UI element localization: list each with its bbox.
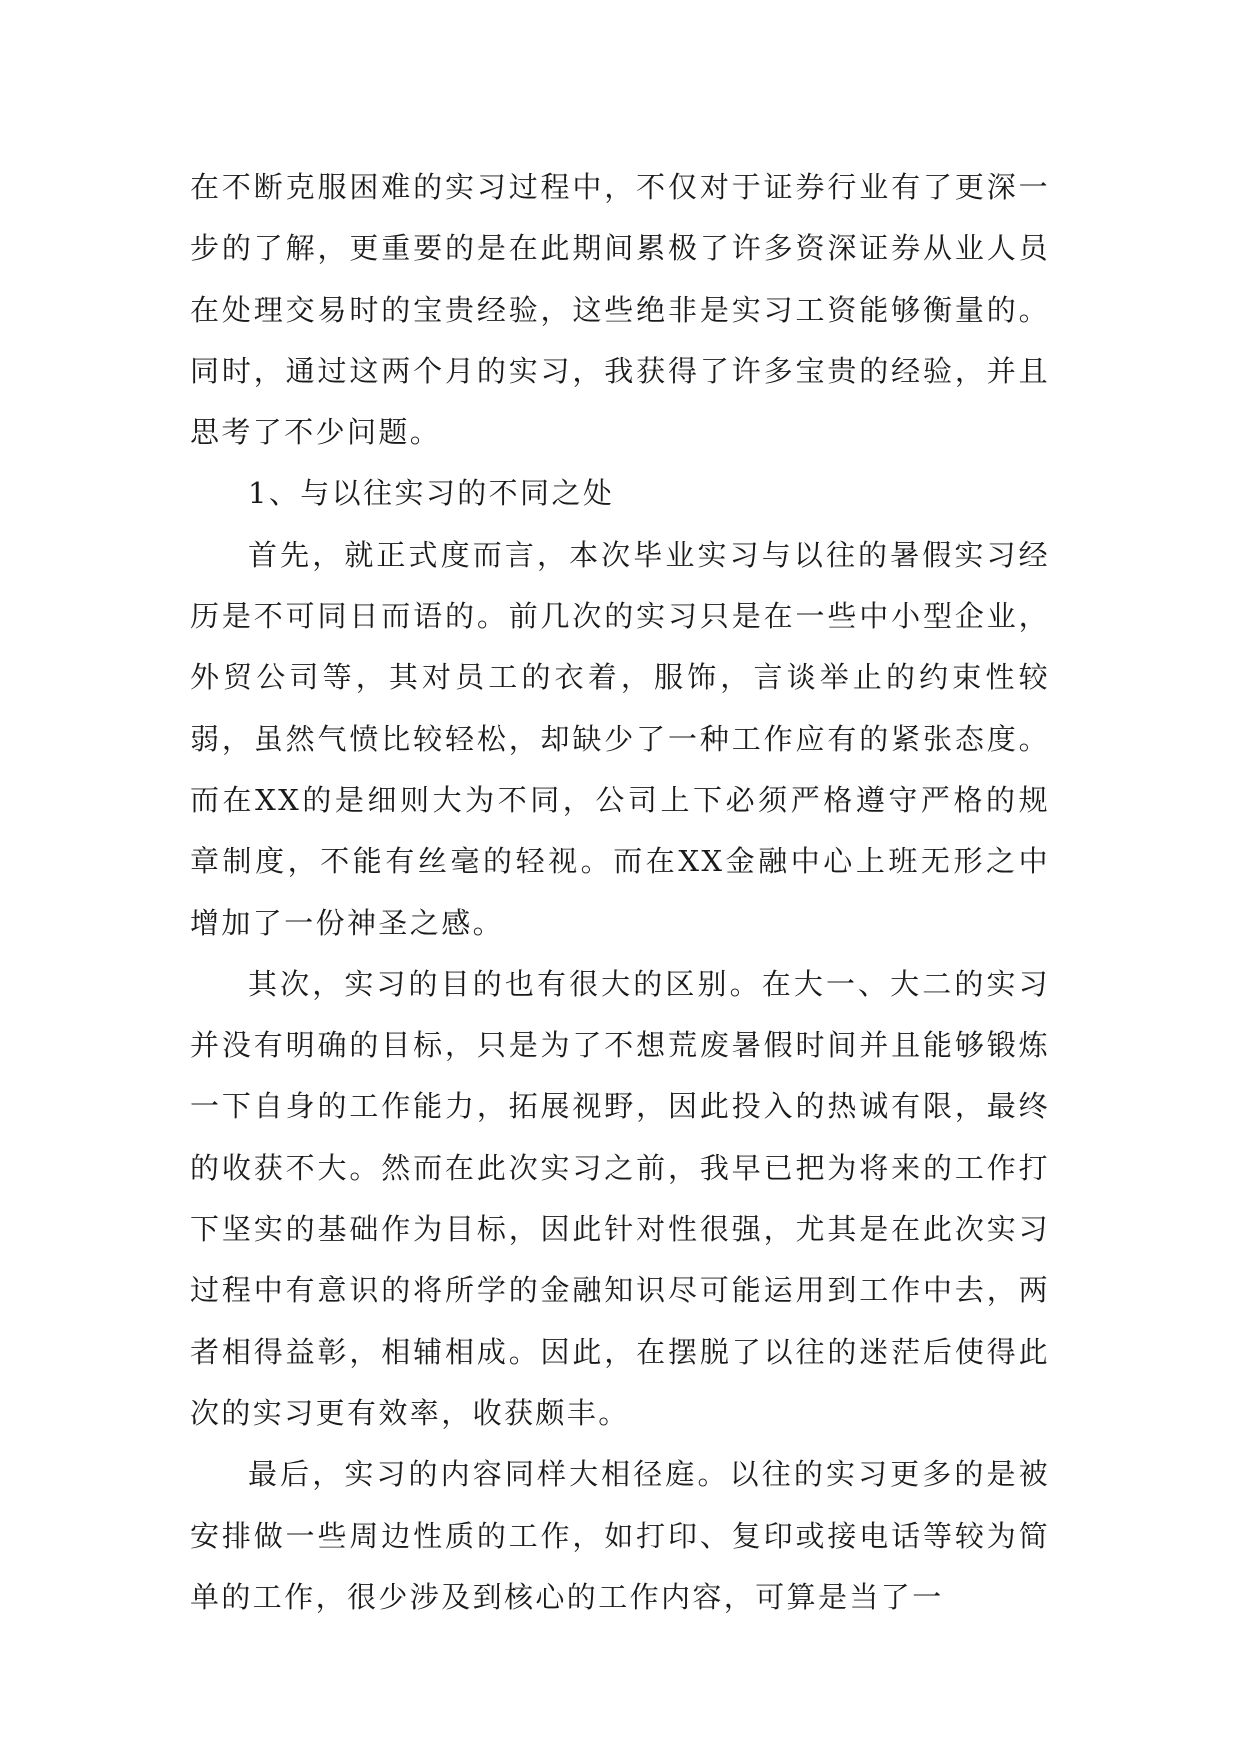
paragraph-continuation: 在不断克服困难的实习过程中，不仅对于证券行业有了更深一步的了解，更重要的是在此期间累极了许多资深证券从业人员在处理交易时的宝贵经验，这些绝非是实习工资能够衡量的。同时，通过这两个月的实习，我获得了许多宝贵的经验，并且思考了不少问题。 <box>190 170 1050 450</box>
section-heading: 1、与以往实习的不同之处 <box>248 476 615 511</box>
paragraph-second-point: 其次，实习的目的也有很大的区别。在大一、大二的实习并没有明确的目标，只是为了不想荒废暑假时间并且能够锻炼一下自身的工作能力，拓展视野，因此投入的热诚有限，最终的收获不大。然而在此次实习之前，我早已把为将来的工作打下坚实的基础作为目标，因此针对性很强，尤其是在此次实习过程中有意识的将所学的金融知识尽可能运用到工作中去，两者相得益彰，相辅相成。因此，在摆脱了以往的迷茫后使得此次的实习更有效率，收获颇丰。 <box>190 966 1050 1430</box>
document-body <box>190 157 1050 1628</box>
paragraph-third-point: 最后，实习的内容同样大相径庭。以往的实习更多的是被安排做一些周边性质的工作，如打印、复印或接电话等较为简单的工作，很少涉及到核心的工作内容，可算是当了一 <box>190 1457 1050 1614</box>
paragraph-first-point: 首先，就正式度而言，本次毕业实习与以往的暑假实习经历是不可同日而语的。前几次的实习只是在一些中小型企业，外贸公司等，其对员工的衣着，服饰，言谈举止的约束性较弱，虽然气愤比较轻松，却缺少了一种工作应有的紧张态度。而在XX的是细则大为不同，公司上下必须严格遵守严格的规章制度，不能有丝毫的轻视。而在XX金融中心上班无形之中增加了一份神圣之感。 <box>190 537 1050 940</box>
